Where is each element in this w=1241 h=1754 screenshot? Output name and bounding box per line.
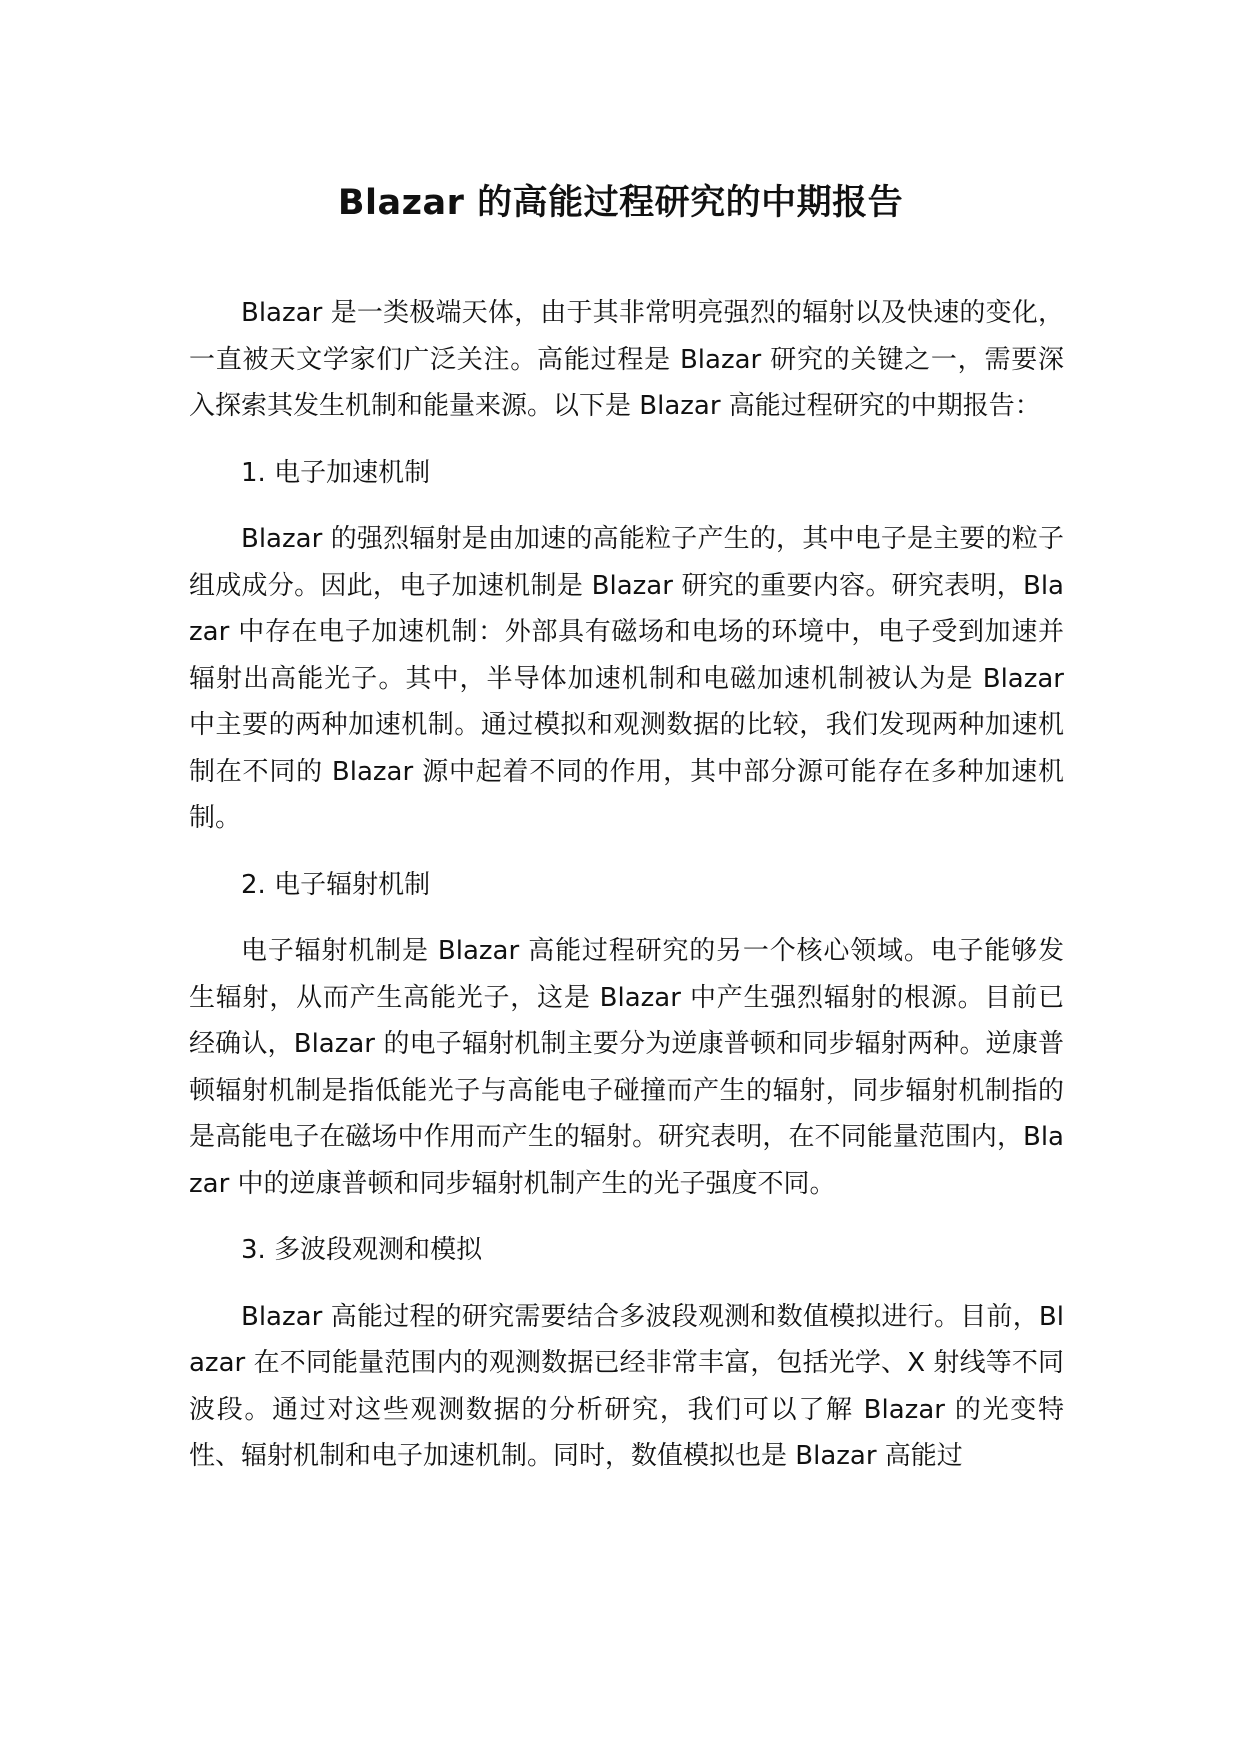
section-body-electron-radiation: 电子辐射机制是 Blazar 高能过程研究的另一个核心领域。电子能够发生辐射，从而产生高能光子，这是 Blazar 中产生强烈辐射的根源。目前已经确认，Blazar 的电子辐射机制主要分为逆康普顿和同步辐射两种。逆康普顿辐射机制是指低能光子与高能电子碰撞而产生的辐射，同步辐射机制指的是高能电子在磁场中作用而产生的辐射。研究表明，在不同能量范围内，Blazar 中的逆康普顿和同步辐射机制产生的光子强度不同。 bbox=[189, 936, 1064, 1199]
intro-paragraph: Blazar 是一类极端天体，由于其非常明亮强烈的辐射以及快速的变化，一直被天文学家们广泛关注。高能过程是 Blazar 研究的关键之一，需要深入探索其发生机制和能量来源。以下是 Blazar 高能过程研究的中期报告： bbox=[189, 298, 1064, 421]
section-body-electron-acceleration: Blazar 的强烈辐射是由加速的高能粒子产生的，其中电子是主要的粒子组成成分。因此，电子加速机制是 Blazar 研究的重要内容。研究表明，Blazar 中存在电子加速机制：外部具有磁场和电场的环境中，电子受到加速并辐射出高能光子。其中，半导体加速机制和电磁加速机制被认为是 Blazar 中主要的两种加速机制。通过模拟和观测数据的比较，我们发现两种加速机制在不同的 Blazar 源中起着不同的作用，其中部分源可能存在多种加速机制。 bbox=[189, 524, 1064, 833]
section-heading-electron-acceleration: 1. 电子加速机制 bbox=[241, 457, 431, 488]
section-heading-multiband-observation: 3. 多波段观测和模拟 bbox=[241, 1235, 483, 1265]
section-body-multiband-observation: Blazar 高能过程的研究需要结合多波段观测和数值模拟进行。目前，Blazar 在不同能量范围内的观测数据已经非常丰富，包括光学、X 射线等不同波段。通过对这些观测数据的分析研究，我们可以了解 Blazar 的光变特性、辐射机制和电子加速机制。同时，数值模拟也是 Blazar 高能过 bbox=[189, 1301, 1064, 1471]
document-title: Blazar 的高能过程研究的中期报告 bbox=[337, 183, 904, 223]
section-heading-electron-radiation: 2. 电子辐射机制 bbox=[241, 869, 431, 900]
document-body bbox=[189, 290, 1064, 1500]
